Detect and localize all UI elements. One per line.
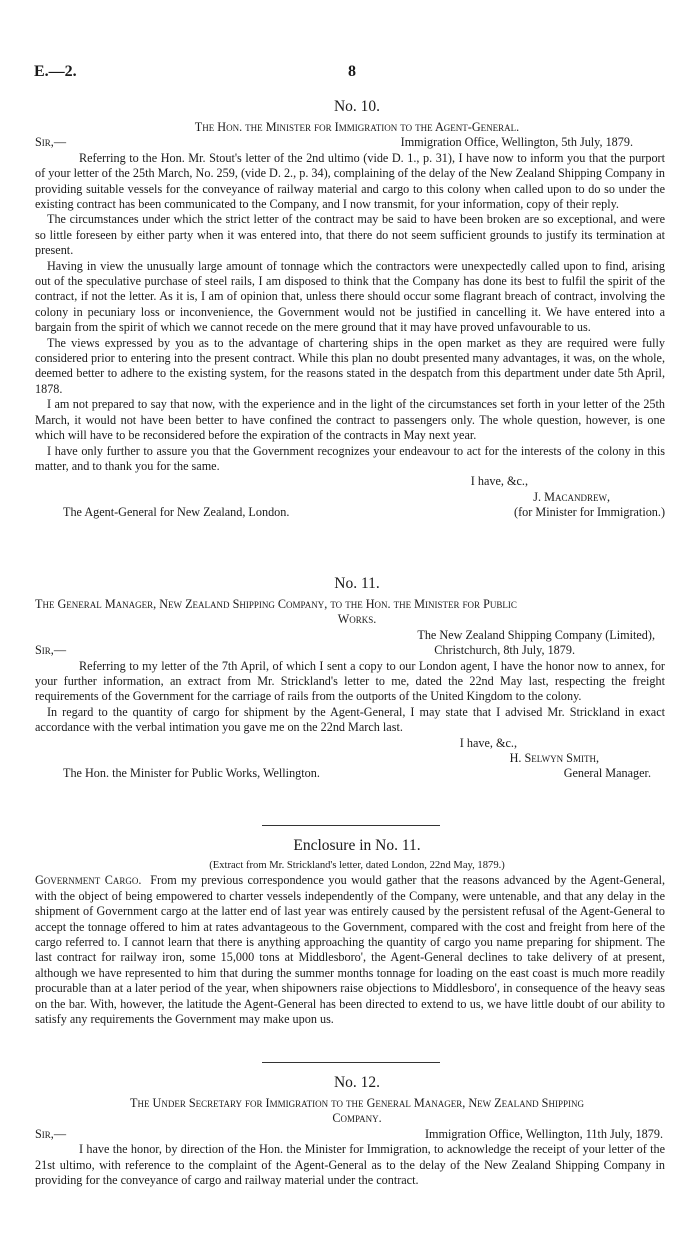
- letter-heading-continued: Works.: [337, 612, 377, 627]
- paragraph: Having in view the unusually large amount of tonnage which the contractors were unexpectedly called upon to find, arising out of the speculative purchase of steel rails, I am disposed to think that the Company has done its best to fulfil the spirit of the contract, if not the letter. As it is, I am of opinion that, unless there should occur some flagrant breach of contract, involving the colony in pecuniary loss or inconvenience, the Government would not be justified in cancelling it. We have entered into a bargain from the spirit of which we cannot recede on the mere ground that it may have proved unfavourable to us.: [35, 258, 665, 335]
- letter-no-10: [35, 97, 665, 521]
- company-name: The New Zealand Shipping Company (Limited),: [417, 627, 655, 642]
- signer-role: General Manager.: [563, 766, 651, 781]
- letter-number: No. 12.: [333, 1074, 381, 1091]
- page-number: 8: [348, 63, 356, 80]
- enclosure-body: [35, 873, 665, 1027]
- letter-body: [35, 151, 665, 475]
- enclosure-lead: Government Cargo.: [35, 873, 142, 888]
- letter-number: No. 10.: [333, 98, 381, 115]
- letter-heading: The Hon. the Minister for Immigration to the Agent-General.: [194, 120, 520, 134]
- paragraph: The circumstances under which the strict letter of the contract may be said to have been broken are so exceptional, and were so little foreseen by either party when it was entered into, that there do not seem sufficient grounds to justify its termination at present.: [35, 212, 665, 258]
- section-divider: [262, 1062, 440, 1063]
- letter-heading-continued: Company.: [332, 1111, 382, 1126]
- paragraph: In regard to the quantity of cargo for shipment by the Agent-General, I may state that I advised Mr. Strickland in exact accordance with the verbal intimation you gave me on the 22nd March last.: [35, 704, 665, 735]
- closing: I have, &c.,: [470, 474, 528, 489]
- letter-heading: The Under Secretary for Immigration to the General Manager, New Zealand Shipping: [130, 1096, 584, 1110]
- letter-body: [35, 659, 665, 736]
- letter-body: [35, 1142, 665, 1188]
- salutation: Sir,—: [35, 643, 67, 658]
- signature: J. Macandrew,: [533, 489, 610, 504]
- signature: H. Selwyn Smith,: [509, 751, 599, 766]
- dateline: Immigration Office, Wellington, 11th July, 1879.: [425, 1126, 663, 1141]
- addressee: The Agent-General for New Zealand, London.: [63, 505, 290, 520]
- enclosure: [35, 836, 666, 1027]
- paragraph: I have only further to assure you that the Government recognizes your endeavour to act for the interests of the colony in this matter, and to thank you for the same.: [35, 443, 665, 473]
- page-header: [34, 64, 666, 84]
- letter-no-11: [35, 574, 665, 782]
- dateline: Christchurch, 8th July, 1879.: [434, 643, 575, 658]
- addressee: The Hon. the Minister for Public Works, Wellington.: [63, 766, 320, 781]
- salutation: Sir,—: [35, 1126, 67, 1141]
- closing: I have, &c.,: [459, 735, 517, 750]
- paragraph: I am not prepared to say that now, with the experience and in the light of the circumstances set forth in your letter of the 25th March, it would not have been better to have confined the contract to passengers only. The whole question, however, is one which will have to be reconsidered before the expiration of the contracts in May next year.: [35, 397, 665, 443]
- letter-heading: The General Manager, New Zealand Shipping Company, to the Hon. the Minister for Public: [35, 597, 517, 611]
- salutation: Sir,—: [35, 135, 67, 150]
- letter-number: No. 11.: [334, 575, 380, 592]
- document-reference: E.—2.: [34, 63, 77, 80]
- paragraph: I have the honor, by direction of the Hon. the Minister for Immigration, to acknowledge the receipt of your letter of the 21st ultimo, with reference to the complaint of the Agent-General as to the delay of the New Zealand Shipping Company in providing for the conveyance of cargo and railway material under the contract.: [35, 1142, 665, 1188]
- section-divider: [262, 825, 440, 826]
- enclosure-text: From my previous correspondence you would gather that the reasons advanced by the Agent-General, with the object of being empowered to charter vessels independently of the Company, were untenable, and that any delay in the shipment of Government cargo at the latter end of last year was entirely caused by the persistent refusal of the Agent-General to accept the tonnage offered to him at rates advantageous to the Government, compared with the cost and freight from here of the cargo referred to. I cannot learn that there is anything approaching the quantity of cargo you name preparing for shipment. The last contract for railway iron, some 15,000 tons at Middlesboro', the Agent-General declines to take delivery of at present, although we have represented to him that during the summer months tonnage for loading on the east coast is much more readily procurable than at a later period of the year, when shipowners raise objections to Middlesboro', in consequence of the heavy seas on the bar. With, however, the latitude the Agent-General has been directed to extend to us, we have little doubt of our ability to satisfy any requirements the Government may make upon us.: [35, 873, 666, 1027]
- extract-note: (Extract from Mr. Strickland's letter, dated London, 22nd May, 1879.): [209, 860, 505, 871]
- signer-role: (for Minister for Immigration.): [514, 505, 665, 520]
- dateline: Immigration Office, Wellington, 5th July, 1879.: [400, 135, 633, 150]
- letter-no-12: [35, 1073, 665, 1188]
- paragraph: The views expressed by you as to the advantage of chartering ships in the open market as they are required were fully considered prior to entering into the present contract. While this plan no doubt presented many advantages, it was, on the whole, deemed better to adhere to the existing system, for the reasons stated in the despatch from this department under date 5th April, 1878.: [35, 335, 665, 396]
- enclosure-title: Enclosure in No. 11.: [293, 837, 421, 854]
- paragraph: Referring to my letter of the 7th April, of which I sent a copy to our London agent, I have the honor now to annex, for your further information, an extract from Mr. Strickland's letter to me, dated the 22nd May last, respecting the freight requirements of the Government for the carriage of rails from the outports of the United Kingdom to the colony.: [35, 658, 665, 704]
- paragraph: Referring to the Hon. Mr. Stout's letter of the 2nd ultimo (vide D. 1., p. 31), I have now to inform you that the purport of your letter of the 25th March, No. 259, (vide D. 2., p. 34), complaining of the delay of the New Zealand Shipping Company in providing suitable vessels for the conveyance of railway material and cargo to this colony when called upon to do so under the existing contract has been communicated to the Company, and I now transmit, for your information, copy of their reply.: [35, 150, 665, 212]
